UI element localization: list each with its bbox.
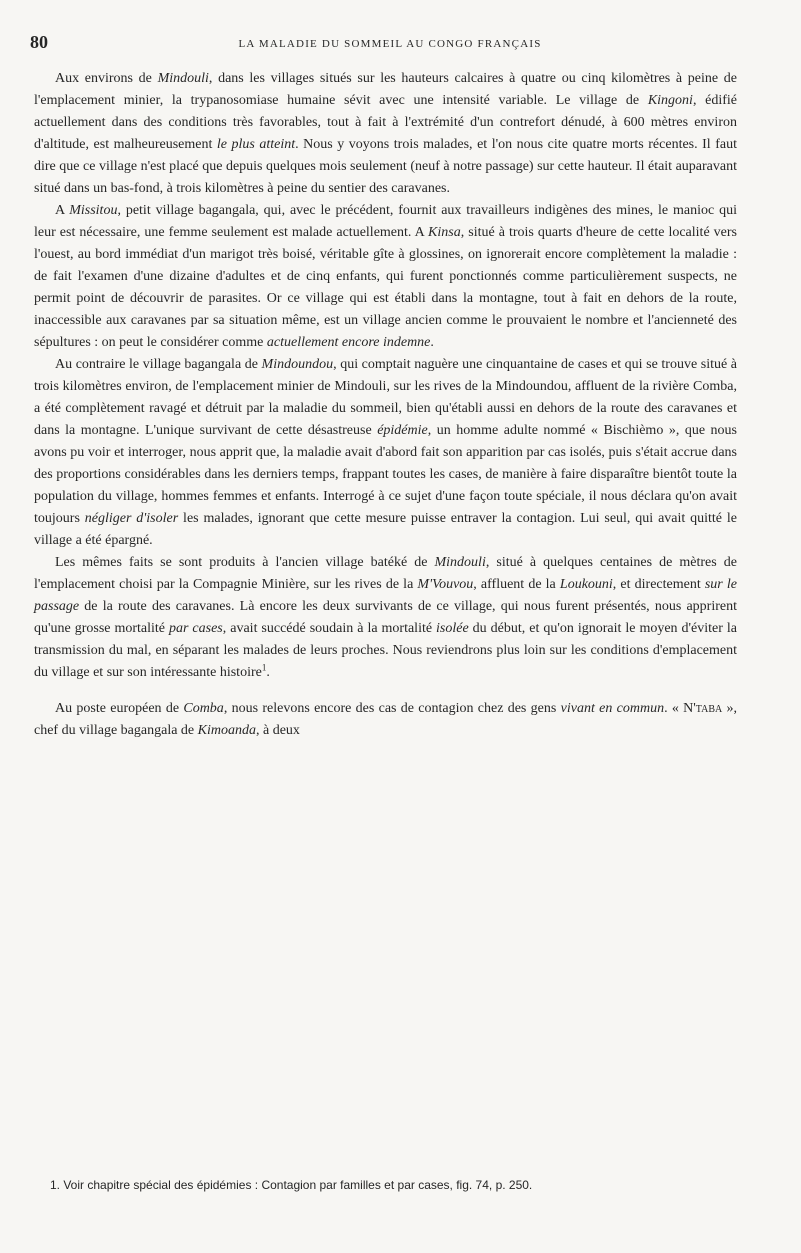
italic-run: Missitou: [69, 203, 118, 218]
text-run: .: [266, 665, 270, 680]
italic-run: M'Vouvou: [417, 577, 474, 592]
text-run: Les mêmes faits se sont produits à l'ancien village batéké de: [55, 555, 435, 570]
paragraph-4: [34, 552, 737, 684]
italic-run: Kinsa: [428, 225, 461, 240]
text-run: Aux environs de: [55, 71, 158, 86]
italic-run: actuellement encore indemne: [266, 335, 431, 350]
paragraph-1: [34, 68, 737, 200]
page-number: 80: [30, 32, 48, 52]
text-run: A: [55, 203, 70, 218]
italic-run: sur le passage: [34, 577, 737, 614]
text-run: , situé à trois quarts d'heure de cette localité vers l'ouest, au bord immédiat d'un marigot très boisé, véritable gîte à glossines, on ignorerait encore complètement la maladie : de fait l'examen d'une dizaine d'adultes et de cinq enfants, qui furent ponctionnés comme particulièrement suspects, ne permit point de découvrir de parasites. Or ce village qui est établi dans la montagne, tout à fait en dehors de la route, inaccessible aux caravanes par sa situation même, est un village ancien comme le prouvaient le nombre et l'ancienneté des sépultures : on peut le considérer comme: [34, 225, 738, 350]
text-run: , affluent de la: [473, 577, 560, 592]
text-run: . Nous y voyons trois malades, et l'on nous cite quatre morts récentes. Il faut dire que ce village n'est placé que depuis quelques mois seulement (neuf à notre passage) sur cette hauteur. Il était auparavant situé dans un bas-fond, à trois kilomètres à peine du sentier des caravanes.: [34, 137, 737, 196]
text-run: », chef du village bagangala de: [34, 701, 738, 738]
body-text: [34, 68, 737, 742]
italic-run: Mindouli: [434, 555, 486, 570]
text-run: les malades, ignorant que cette mesure puisse entraver la contagion. Lui seul, qui avait quitté le village a été épargné.: [34, 511, 737, 548]
text-run: du début, et qu'on ignorait le moyen d'éviter la transmission du mal, en séparant les malades de leurs proches. Nous reviendrons plus loin sur les conditions d'emplacement du village et sur son intéressante histoire: [34, 621, 738, 680]
paragraph-2: [34, 200, 737, 354]
text-run: , et directement: [612, 577, 705, 592]
italic-run: isolée: [436, 621, 469, 636]
text-run: de la route des caravanes. Là encore les deux survivants de ce village, qui nous furent présentés, nous apprirent qu'une grosse mortalité: [34, 599, 737, 636]
italic-run: vivant en commun: [560, 701, 665, 716]
italic-run: Kingoni: [647, 93, 693, 108]
page-header: [30, 32, 750, 56]
text-run: , avait succédé soudain à la mortalité: [222, 621, 437, 636]
text-run: , qui comptait naguère une cinquantaine de cases et qui se trouve situé à trois kilomètres environ, de l'emplacement minier de Mindouli, sur les rives de la Mindoundou, affluent de la rivière Comba, a été complètement ravagé et détruit par la maladie du sommeil, bien qu'établi aussi en dehors de la route des caravanes et dans la montagne. L'unique survivant de cette désastreuse: [34, 357, 737, 438]
footnote-ref: 1: [261, 662, 267, 673]
small-caps-run: N'taba: [683, 701, 723, 716]
italic-run: Kimoanda: [197, 723, 256, 738]
italic-run: par cases: [169, 621, 223, 636]
text-run: , nous relevons encore des cas de contagion chez des gens: [223, 701, 561, 716]
running-title: LA MALADIE DU SOMMEIL AU CONGO FRANÇAIS: [238, 38, 542, 50]
italic-run: Loukouni: [559, 577, 613, 592]
text-run: .: [430, 335, 434, 350]
italic-run: Mindouli: [157, 71, 209, 86]
text-run: , un homme adulte nommé « Bischièmo », que nous avons pu voir et interroger, nous apprit que, la maladie avait d'abord fait son apparition par cas isolés, puis s'était accrue dans des proportions considérables dans les derniers temps, frappant toutes les cases, de manière à faire disparaître bientôt toute la population du village, hommes femmes et enfants. Interrogé à ce sujet d'une façon toute spéciale, il nous déclara qu'on avait toujours: [34, 423, 737, 526]
italic-run: épidémie: [377, 423, 428, 438]
text-run: , dans les villages situés sur les hauteurs calcaires à quatre ou cinq kilomètres à peine de l'emplacement minier, la trypanosomiase humaine sévit avec une intensité variable. Le village de: [34, 71, 737, 108]
footnote: 1. Voir chapitre spécial des épidémies : Contagion par familles et par cases, fig. 74, p. 250.: [50, 1178, 533, 1192]
text-run: , édifié actuellement dans des conditions très favorables, tout à fait à l'extrémité d'un contrefort dénudé, à 600 mètres environ d'altitude, est malheureusement: [34, 93, 737, 152]
italic-run: négliger d'isoler: [84, 511, 179, 526]
italic-run: Mindoundou: [261, 357, 334, 372]
paragraph-5: [34, 698, 737, 742]
text-run: , situé à quelques centaines de mètres de l'emplacement choisi par la Compagnie Minière, sur les rives de la: [34, 555, 737, 592]
text-run: Au contraire le village bagangala de: [55, 357, 262, 372]
text-run: , à deux: [256, 723, 300, 738]
italic-run: Comba: [183, 701, 224, 716]
text-run: . «: [664, 701, 684, 716]
text-run: Au poste européen de: [55, 701, 184, 716]
text-run: , petit village bagangala, qui, avec le précédent, fournit aux travailleurs indigènes des mines, le manioc qui leur est nécessaire, une femme seulement est malade actuellement. A: [34, 203, 737, 240]
paragraph-3: [34, 354, 737, 552]
italic-run: le plus atteint: [216, 137, 296, 152]
